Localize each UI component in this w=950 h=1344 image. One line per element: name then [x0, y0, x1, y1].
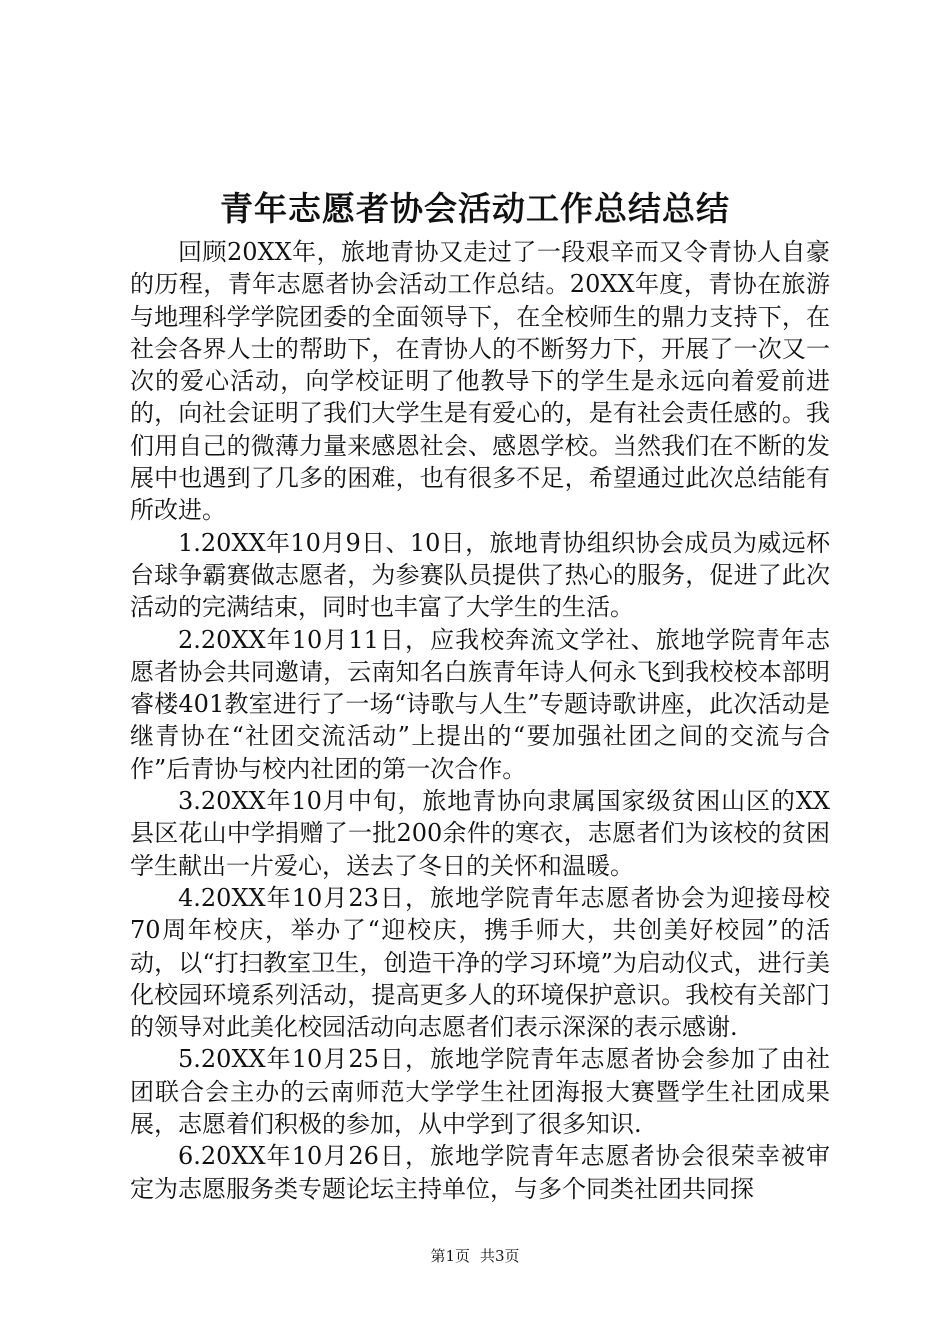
paragraph-item-4: 4.20XX年10月23日，旅地学院青年志愿者协会为迎接母校70周年校庆，举办了“迎校庆，携手师大，共创美好校园”的活动，以“打扫教室卫生，创造干净的学习环境”为启动仪式，进行美化校园环境系列活动，提高更多人的环境保护意识。我校有关部门的领导对此美化校园活动向志愿者们表示深深的表示感谢. [130, 883, 830, 1042]
page-number-current: 第1页 [430, 1247, 470, 1265]
paragraph-item-1: 1.20XX年10月9日、10日，旅地青协组织协会成员为威远杯台球争霸赛做志愿者，为参赛队员提供了热心的服务，促进了此次活动的完满结束，同时也丰富了大学生的生活。 [130, 528, 830, 622]
paragraph-item-6: 6.20XX年10月26日，旅地学院青年志愿者协会很荣幸被审定为志愿服务类专题论坛主持单位，与多个同类社团共同探 [130, 1142, 830, 1203]
paragraph-item-2: 2.20XX年10月11日，应我校奔流文学社、旅地学院青年志愿者协会共同邀请，云南知名白族青年诗人何永飞到我校校本部明睿楼401教室进行了一场“诗歌与人生”专题诗歌讲座，此次活动是继青协在“社团交流活动”上提出的“要加强社团之间的交流与合作”后青协与校内社团的第一次合作。 [130, 625, 830, 783]
paragraph-item-3: 3.20XX年10月中旬，旅地青协向隶属国家级贫困山区的XX县区花山中学捐赠了一批200余件的寒衣，志愿者们为该校的贫困学生献出一片爱心，送去了冬日的关怀和温暖。 [130, 787, 830, 880]
page-number-total: 共3页 [480, 1247, 520, 1265]
paragraph-item-5: 5.20XX年10月25日，旅地学院青年志愿者协会参加了由社团联合会主办的云南师范大学学生社团海报大赛暨学生社团成果展，志愿着们积极的参加，从中学到了很多知识. [130, 1045, 830, 1139]
page-footer [0, 1246, 950, 1266]
paragraph-intro: 回顾20XX年，旅地青协又走过了一段艰辛而又令青协人自豪的历程，青年志愿者协会活动工作总结。20XX年度，青协在旅游与地理科学学院团委的全面领导下，在全校师生的鼎力支持下，在社会各界人士的帮助下，在青协人的不断努力下，开展了一次又一次的爱心活动，向学校证明了他教导下的学生是永远向着爱前进的，向社会证明了我们大学生是有爱心的，是有社会责任感的。我们用自己的微薄力量来感恩社会、感恩学校。当然我们在不断的发展中也遇到了几多的困难，也有很多不足，希望通过此次总结能有所改进。 [130, 238, 830, 525]
document-body [130, 236, 830, 1205]
document-title: 青年志愿者协会活动工作总结总结 [220, 189, 730, 228]
